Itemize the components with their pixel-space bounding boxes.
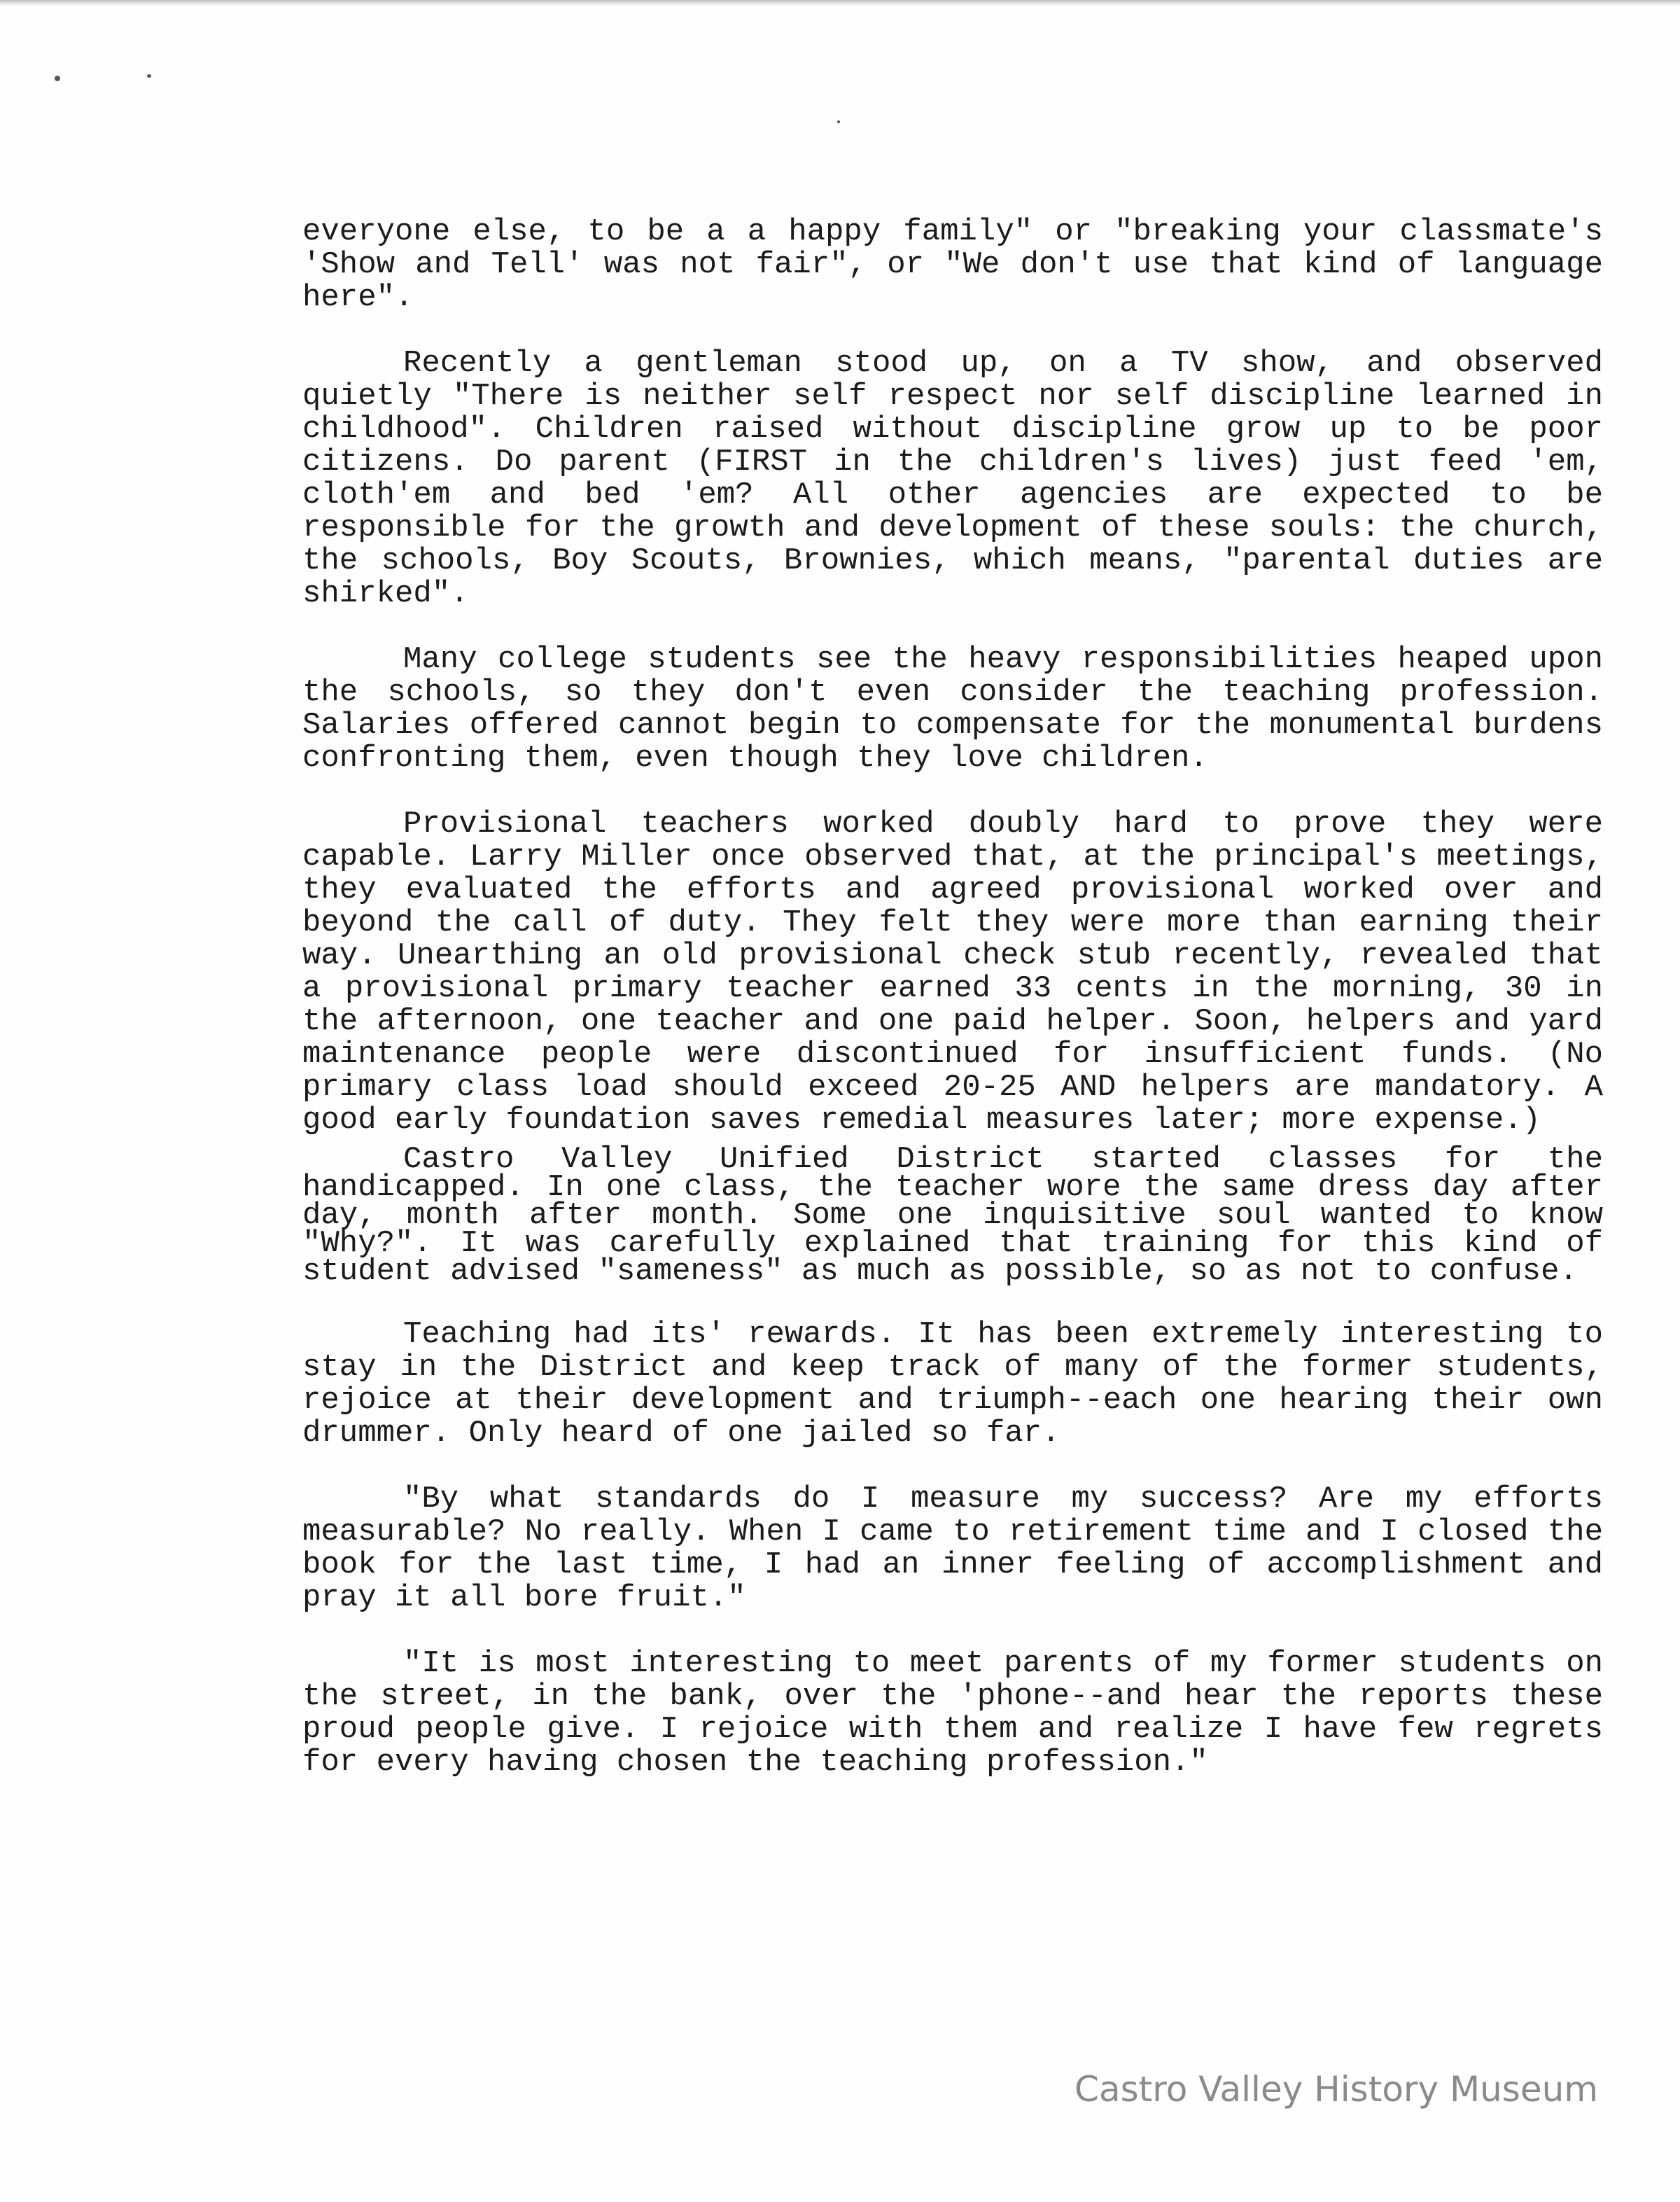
paragraph-2: Recently a gentleman stood up, on a TV show, and observed quietly "There is neither self respect nor self discipline learned in childhood". Children raised without discipline grow up to be poor citizens. Do parent (FIRST in the children's lives) just feed 'em, cloth'em and bed 'em? All other agencies are expected to be responsible for the growth and development of these souls: the church, the schools, Boy Scouts, Brownies, which means, "parental duties are shirked".: [302, 346, 1603, 611]
scan-speck: [55, 76, 60, 81]
paragraph-5: Castro Valley Unified District started classes for the handicapped. In one class, the teacher wore the same dress day after day, month after month. Some one inquisitive soul wanted to know "Why?". It was carefully explained that training for this kind of student advised "sameness" as much as possible, so as not to confuse.: [302, 1142, 1603, 1289]
paragraph-6: Teaching had its' rewards. It has been extremely interesting to stay in the District and keep track of many of the former students, rejoice at their development and triumph--each one hearing their own drummer. Only heard of one jailed so far.: [302, 1317, 1603, 1451]
paragraph-1: everyone else, to be a a happy family" or "breaking your classmate's 'Show and Tell' was not fair", or "We don't use that kind of language here".: [302, 214, 1603, 315]
paragraph-4: Provisional teachers worked doubly hard to prove they were capable. Larry Miller once observed that, at the principal's meetings, they evaluated the efforts and agreed provisional worked over and beyond the call of duty. They felt they were more than earning their way. Unearthing an old provisional check stub recently, revealed that a provisional primary teacher earned 33 cents in the morning, 30 in the afternoon, one teacher and one paid helper. Soon, helpers and yard maintenance people were discontinued for insufficient funds. (No primary class load should exceed 20-25 AND helpers are mandatory. A good early foundation saves remedial measures later; more expense.): [302, 807, 1603, 1138]
paragraph-3: Many college students see the heavy responsibilities heaped upon the schools, so they don't even consider the teaching profession. Salaries offered cannot begin to compensate for the monumental burdens confronting them, even though they love children.: [302, 642, 1603, 776]
scan-speck: [837, 120, 840, 123]
scan-top-edge: [0, 0, 1680, 7]
museum-watermark: Castro Valley History Museum: [1074, 2069, 1598, 2110]
typed-text-body: [302, 216, 1603, 1812]
scan-speck: [147, 74, 151, 78]
paragraph-7: "By what standards do I measure my success? Are my efforts measurable? No really. When I came to retirement time and I closed the book for the last time, I had an inner feeling of accomplishment and pray it all bore fruit.": [302, 1482, 1603, 1615]
paragraph-8: "It is most interesting to meet parents of my former students on the street, in the bank, over the 'phone--and hear the reports these proud people give. I rejoice with them and realize I have few regrets for every having chosen the teaching profession.": [302, 1646, 1603, 1780]
